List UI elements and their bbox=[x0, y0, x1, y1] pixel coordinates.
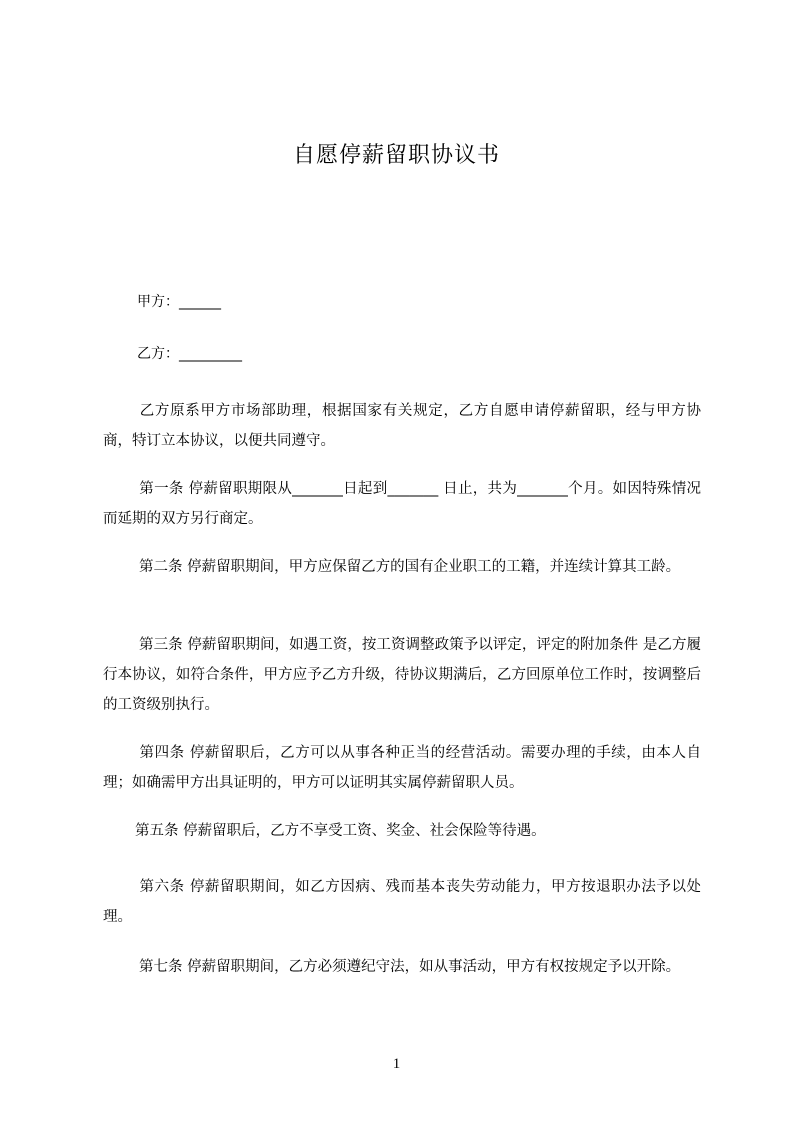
page-number: 1 bbox=[392, 1056, 401, 1072]
intro-text: 乙方原系甲方市场部助理，根据国家有关规定，乙方自愿申请停薪留职，经与甲方协商，特订立本协议，以便共同遵守。 bbox=[103, 403, 701, 449]
article-1 bbox=[103, 474, 701, 534]
article-6-text: 第六条 停薪留职期间，如乙方因病、残而基本丧失劳动能力，甲方按退职办法予以处理。 bbox=[103, 879, 701, 925]
article-5 bbox=[103, 816, 701, 846]
article-5-text: 第五条 停薪留职后，乙方不享受工资、奖金、社会保险等待遇。 bbox=[135, 823, 546, 839]
article-3-text: 第三条 停薪留职期间，如遇工资，按工资调整政策予以评定，评定的附加条件 是乙方履行本协议，如符合条件，甲方应予乙方升级，待协议期满后，乙方回原单位工作时，按调整后的工资级别执行。 bbox=[103, 637, 701, 713]
intro-paragraph bbox=[103, 396, 701, 456]
article-7 bbox=[103, 952, 701, 982]
article-3 bbox=[103, 630, 701, 720]
party-b-line: 乙方：_________ bbox=[137, 346, 242, 362]
document-title: 自愿停薪留职协议书 bbox=[292, 143, 500, 168]
article-6 bbox=[103, 872, 701, 932]
article-2-text: 第二条 停薪留职期间，甲方应保留乙方的国有企业职工的工籍，并连续计算其工龄。 bbox=[139, 559, 681, 575]
article-4-text: 第四条 停薪留职后，乙方可以从事各种正当的经营活动。需要办理的手续，由本人自理；如确需甲方出具证明的，甲方可以证明其实属停薪留职人员。 bbox=[103, 745, 701, 791]
article-7-text: 第七条 停薪留职期间，乙方必须遵纪守法，如从事活动，甲方有权按规定予以开除。 bbox=[139, 959, 681, 975]
article-1-text: 第一条 停薪留职期限从_______日起到_______ 日止，共为_______个月。如因特殊情况而延期的双方另行商定。 bbox=[103, 481, 701, 527]
article-2 bbox=[103, 552, 701, 582]
article-4 bbox=[103, 738, 701, 798]
party-a-line: 甲方：______ bbox=[137, 294, 221, 310]
